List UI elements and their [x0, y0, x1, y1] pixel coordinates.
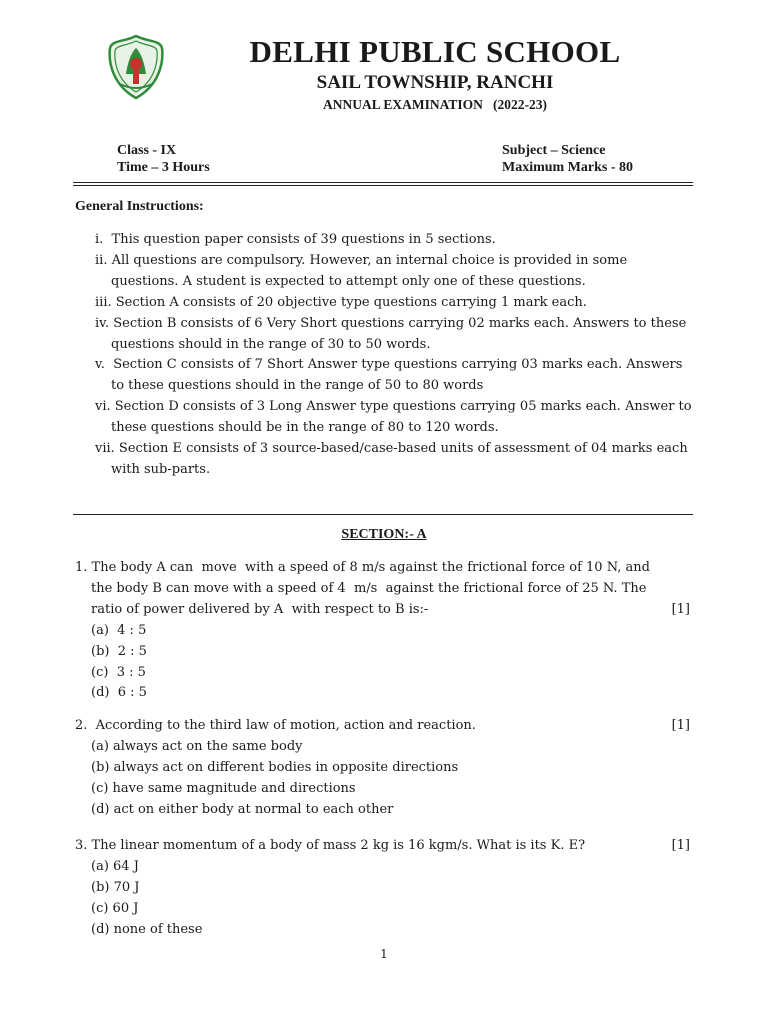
question-3 [75, 836, 690, 941]
option-c: (c) have same magnitude and directions [91, 780, 356, 796]
class-label: Class - IX [117, 143, 177, 158]
instruction-item: vii. Section E consists of 3 source-based/case-based units of assessment of 04 marks each with sub-parts. [95, 441, 688, 477]
instruction-item: iv. Section B consists of 6 Very Short questions carrying 02 marks each. Answers to these questions should in the range of 30 to 50 words. [95, 315, 687, 352]
question-2 [75, 716, 690, 821]
option-d: (d) none of these [91, 921, 203, 937]
question-marks: [1] [671, 718, 690, 733]
question-text: 2. According to the third law of motion, action and reaction. [75, 718, 476, 733]
instruction-item: v. Section C consists of 7 Short Answer type questions carrying 03 marks each. Answers to these questions should in the range of 50 to 80 words [95, 357, 687, 394]
option-c: (c) 3 : 5 [91, 664, 146, 680]
max-marks-label: Maximum Marks - 80 [502, 160, 634, 175]
header-rule-top [73, 182, 693, 183]
option-b: (b) 2 : 5 [91, 643, 147, 659]
question-stem [75, 836, 690, 857]
instructions-heading: General Instructions: [75, 199, 204, 214]
question-1 [75, 558, 690, 704]
header-rule-bottom [73, 185, 693, 186]
page-number: 1 [380, 947, 388, 961]
question-text: 1. The body A can move with a speed of 8 m/s against the frictional force of 10 N, and the body B can move with a speed of 4 m/s against the frictional force of 25 N. The ratio of power delivered by A with respect to B is:- [75, 560, 655, 617]
option-b: (b) 70 J [91, 879, 140, 895]
instruction-item: ii. All questions are compulsory. However, an internal choice is provided in some questions. A student is expected to attempt only one of these questions. [95, 252, 628, 289]
instruction-item: iii. Section A consists of 20 objective type questions carrying 1 mark each. [95, 294, 587, 310]
section-title [0, 527, 768, 543]
exam-title: ANNUAL EXAMINATION (2022-23) [323, 97, 547, 112]
time-label: Time – 3 Hours [117, 160, 210, 175]
option-c: (c) 60 J [91, 900, 139, 916]
school-branch: SAIL TOWNSHIP, RANCHI [316, 72, 554, 93]
section-title-text: SECTION:- A [341, 527, 427, 542]
option-b: (b) always act on different bodies in opposite directions [91, 759, 459, 775]
option-a: (a) always act on the same body [91, 738, 303, 754]
question-stem [75, 716, 690, 737]
question-marks: [1] [671, 838, 690, 853]
instruction-item: vi. Section D consists of 3 Long Answer type questions carrying 05 marks each. Answer to these questions should be in the range of 80 to 120 words. [95, 399, 692, 436]
instruction-item: i. This question paper consists of 39 questions in 5 sections. [95, 232, 496, 247]
section-divider [73, 514, 693, 515]
question-marks: [1] [671, 601, 690, 617]
question-stem [75, 558, 690, 621]
option-a: (a) 64 J [91, 858, 139, 874]
school-logo [106, 34, 166, 100]
school-name: DELHI PUBLIC SCHOOL [249, 34, 621, 69]
option-a: (a) 4 : 5 [91, 622, 147, 638]
option-d: (d) 6 : 5 [91, 685, 147, 701]
subject-label: Subject – Science [502, 143, 606, 158]
question-text: 3. The linear momentum of a body of mass 2 kg is 16 kgm/s. What is its K. E? [75, 838, 586, 853]
option-d: (d) act on either body at normal to each other [91, 801, 394, 817]
instructions-list [95, 230, 695, 481]
